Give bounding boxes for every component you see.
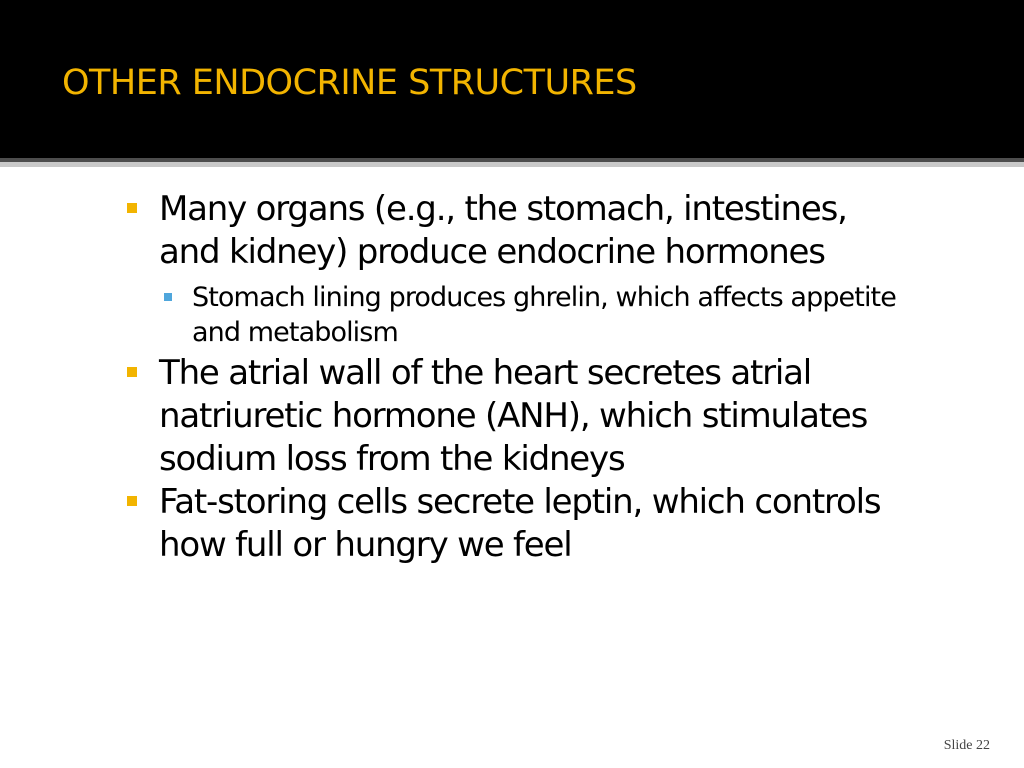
- bullet-item: [125, 188, 915, 274]
- bullet-item: [125, 481, 915, 567]
- header-divider-light: [0, 162, 1024, 167]
- bullet-text: The atrial wall of the heart secretes atrial natriuretic hormone (ANH), which stimulates sodium loss from the kidneys: [159, 353, 868, 479]
- slide-title: OTHER ENDOCRINE STRUCTURES: [62, 63, 637, 103]
- sub-bullet-text: Stomach lining produces ghrelin, which affects appetite and metabolism: [192, 282, 896, 348]
- square-bullet-icon: [127, 367, 137, 377]
- bullet-text: Fat-storing cells secrete leptin, which controls how full or hungry we feel: [159, 482, 881, 565]
- bullet-item: [125, 352, 915, 481]
- square-sub-bullet-icon: [164, 293, 172, 301]
- bullet-text: Many organs (e.g., the stomach, intestines, and kidney) produce endocrine hormones: [159, 189, 847, 272]
- square-bullet-icon: [127, 203, 137, 213]
- title-bar: [0, 0, 1024, 158]
- slide-number: Slide 22: [943, 738, 990, 753]
- sub-bullet-item: [159, 280, 915, 350]
- square-bullet-icon: [127, 496, 137, 506]
- bullet-list: [125, 188, 915, 567]
